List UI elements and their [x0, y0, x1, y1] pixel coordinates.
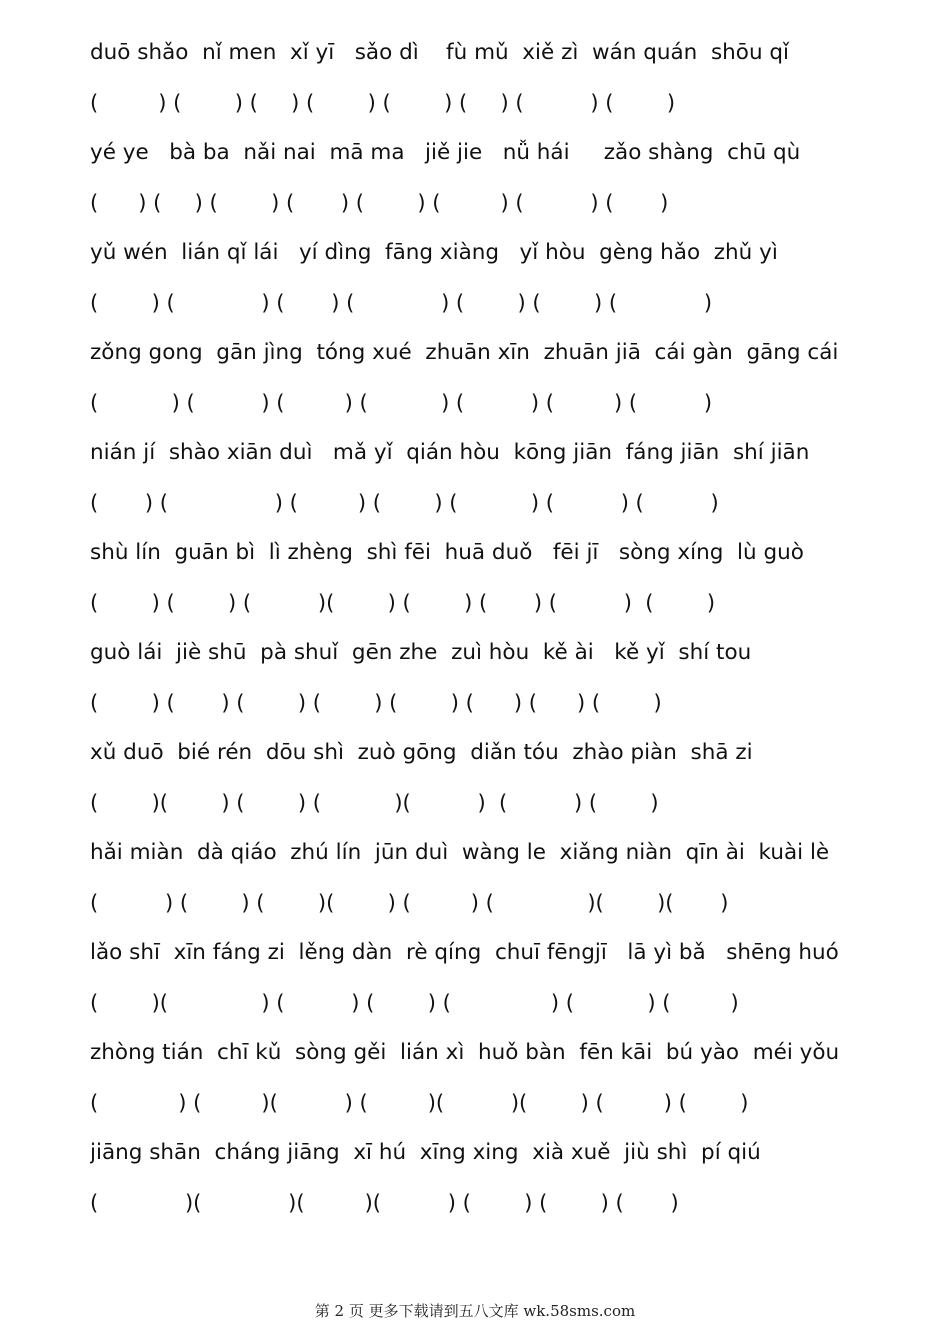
answer-blanks: ( ) ( )( ) ( )( )( ) ( ) ( )	[90, 1091, 749, 1115]
exercise-row	[90, 628, 890, 728]
exercise-row	[90, 728, 890, 828]
pinyin-line: yé ye bà ba nǎi nai mā ma jiě jie nǚ hái zǎo shàng chū qù	[90, 140, 801, 165]
answer-blanks: ( )( ) ( ) ( ) ( ) ( ) ( )	[90, 991, 739, 1015]
answer-blanks: ( )( )( )( ) ( ) ( ) ( )	[90, 1191, 679, 1215]
answer-blanks: ( ) ( ) ( ) ( ) ( ) ( ) ( ) ( )	[90, 691, 662, 715]
pinyin-line: yǔ wén lián qǐ lái yí dìng fāng xiàng yǐ hòu gèng hǎo zhǔ yì	[90, 240, 778, 265]
exercise-row	[90, 1028, 890, 1128]
pinyin-line: nián jí shào xiān duì mǎ yǐ qián hòu kōng jiān fáng jiān shí jiān	[90, 440, 810, 465]
answer-blanks: ( ) ( ) ( ) ( ) ( ) ( ) ( )	[90, 291, 713, 315]
answer-blanks: ( ) ( ) ( ) ( ) ( ) ( ) ( ) ( )	[90, 91, 676, 115]
exercise-row	[90, 128, 890, 228]
exercise-row	[90, 428, 890, 528]
exercise-row	[90, 1128, 890, 1228]
pinyin-line: zhòng tián chī kǔ sòng gěi lián xì huǒ bàn fēn kāi bú yào méi yǒu	[90, 1040, 840, 1065]
pinyin-line: lǎo shī xīn fáng zi lěng dàn rè qíng chuī fēngjī lā yì bǎ shēng huó	[90, 940, 839, 965]
pinyin-line: hǎi miàn dà qiáo zhú lín jūn duì wàng le xiǎng niàn qīn ài kuài lè	[90, 840, 830, 865]
exercise-row	[90, 828, 890, 928]
exercise-row	[90, 228, 890, 328]
pinyin-line: guò lái jiè shū pà shuǐ gēn zhe zuì hòu kě ài kě yǐ shí tou	[90, 640, 752, 665]
answer-blanks: ( ) ( ) ( ) ( ) ( ) ( ) ( ) ( )	[90, 191, 669, 215]
exercise-row	[90, 528, 890, 628]
answer-blanks: ( ) ( ) ( ) ( ) ( ) ( ) ( )	[90, 491, 719, 515]
exercise-row	[90, 928, 890, 1028]
pinyin-worksheet	[90, 28, 890, 1228]
pinyin-line: xǔ duō bié rén dōu shì zuò gōng diǎn tóu zhào piàn shā zi	[90, 740, 753, 765]
pinyin-line: shù lín guān bì lì zhèng shì fēi huā duǒ fēi jī sòng xíng lù guò	[90, 540, 804, 565]
pinyin-line: jiāng shān cháng jiāng xī hú xīng xing xià xuě jiù shì pí qiú	[90, 1140, 761, 1165]
answer-blanks: ( )( ) ( ) ( )( ) ( ) ( )	[90, 791, 659, 815]
answer-blanks: ( ) ( ) ( )( ) ( ) ( )( )( )	[90, 891, 729, 915]
answer-blanks: ( ) ( ) ( ) ( ) ( ) ( ) ( )	[90, 391, 713, 415]
exercise-row	[90, 328, 890, 428]
pinyin-line: zǒng gong gān jìng tóng xué zhuān xīn zhuān jiā cái gàn gāng cái	[90, 340, 839, 365]
exercise-row	[90, 28, 890, 128]
pinyin-line: duō shǎo nǐ men xǐ yī sǎo dì fù mǔ xiě zì wán quán shōu qǐ	[90, 40, 790, 65]
answer-blanks: ( ) ( ) ( )( ) ( ) ( ) ( ) ( )	[90, 591, 716, 615]
page-footer: 第 2 页 更多下载请到五八文库 wk.58sms.com	[314, 1302, 636, 1320]
